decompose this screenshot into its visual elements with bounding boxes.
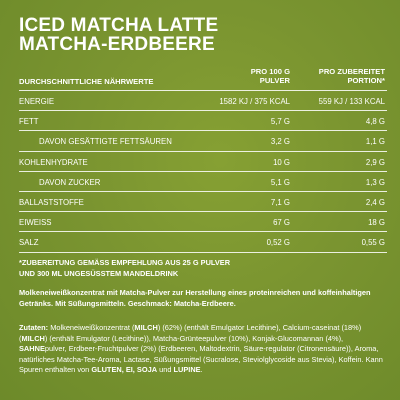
header-per-100g-line2: PULVER [259, 76, 290, 85]
row-per-portion: 559 KJ / 133 KCAL [318, 97, 385, 106]
product-title [19, 16, 218, 54]
row-label: DAVON ZUCKER [39, 177, 101, 187]
row-per-portion: 2,9 G [365, 157, 385, 167]
table-row [19, 211, 387, 231]
row-per-portion: 18 G [368, 218, 385, 228]
allergen: MILCH [134, 323, 158, 332]
row-per-100g: 1582 KJ / 375 KCAL [219, 97, 290, 106]
table-row [19, 90, 387, 110]
nutrition-table [19, 66, 387, 253]
table-row [19, 191, 387, 211]
footnote-line-2: UND 300 ML UNGESÜSSTEM MANDELDRINK [19, 268, 179, 278]
row-label: KOHLENHYDRATE [19, 157, 88, 167]
ingredients-part: ) (62%) (enthält Emulgator Lecithine), Calcium-caseinat (18%) ( [19, 323, 362, 343]
row-per-100g: 3,2 G [270, 137, 290, 147]
ingredients-text [19, 323, 385, 376]
row-label: SALZ [19, 238, 39, 248]
row-label: ENERGIE [19, 97, 55, 106]
table-row [19, 231, 387, 252]
row-label: BALLASTSTOFFE [19, 197, 84, 207]
table-header [19, 66, 387, 90]
row-per-portion: 4,8 G [365, 117, 385, 127]
ingredients-part: Molkeneiweißkonzentrat ( [48, 323, 135, 332]
allergen: GLUTEN, EI, SOJA [91, 365, 158, 375]
row-per-100g: 5,1 G [270, 177, 290, 187]
header-per-portion-line2: PORTION* [347, 76, 385, 85]
row-per-portion: 0,55 G [361, 238, 385, 248]
header-per-100g [251, 67, 290, 85]
row-label: DAVON GESÄTTIGTE FETTSÄUREN [39, 137, 172, 147]
description-text: Molkeneiweißkonzentrat mit Matcha-Pulver zur Herstellung eines proteinreichen und koffeinhaltigen Getränks. Mit Süßungsmitteln. Geschmack: Matcha-Erdbeere. [19, 288, 371, 308]
ingredients-part: ) (enthält Emulgator (Lecithine)), Matcha-Grünteepulver (10%), Konjak-Glucomannan (4%), [44, 333, 344, 343]
ingredients-part: pulver, Erdbeer-Fruchtpulver (2%) (Erdbeeren, Maltodextrin, Säure-regulator (Citronensäure)), Aroma, natürliches Matcha-Tee-Aroma, Lactase, Süßungsmittel (Sucralose, Steviolglycoside aus Stevia), Koffein. Kann Spuren enthalten von [19, 344, 383, 375]
ingredients-part: . [200, 365, 203, 375]
header-per-portion-line1: PRO ZUBEREITET [318, 67, 385, 76]
allergen: SAHNE [19, 344, 45, 354]
row-label: EIWEISS [19, 218, 52, 228]
table-row [19, 151, 387, 171]
header-per-portion [319, 67, 385, 85]
preparation-footnote [19, 258, 387, 279]
row-per-100g: 67 G [273, 218, 290, 228]
row-per-100g: 7,1 G [270, 197, 290, 207]
table-row [19, 171, 387, 191]
title-line-2: MATCHA-ERDBEERE [19, 34, 215, 55]
row-label: FETT [19, 117, 39, 127]
row-per-100g: 10 G [273, 157, 290, 167]
row-per-portion: 1,3 G [365, 177, 385, 187]
ingredients-part: und [157, 365, 174, 375]
allergen: LUPINE [173, 365, 201, 375]
row-per-100g: 0,52 G [266, 238, 290, 248]
product-description [19, 288, 387, 309]
footnote-line-1: *ZUBEREITUNG GEMÄSS EMPFEHLUNG AUS 25 G PULVER [19, 258, 231, 267]
header-per-100g-line1: PRO 100 G [250, 67, 290, 76]
table-row [19, 110, 387, 130]
title-line-1: ICED MATCHA LATTE [19, 15, 219, 36]
row-per-portion: 2,4 G [365, 197, 385, 207]
ingredients-label: Zutaten: [19, 323, 49, 332]
table-row [19, 130, 387, 150]
row-per-portion: 1,1 G [365, 137, 385, 147]
allergen: MILCH [21, 333, 45, 343]
row-per-100g: 5,7 G [270, 117, 290, 127]
header-label: DURCHSCHNITTLICHE NÄHRWERTE [19, 77, 154, 86]
